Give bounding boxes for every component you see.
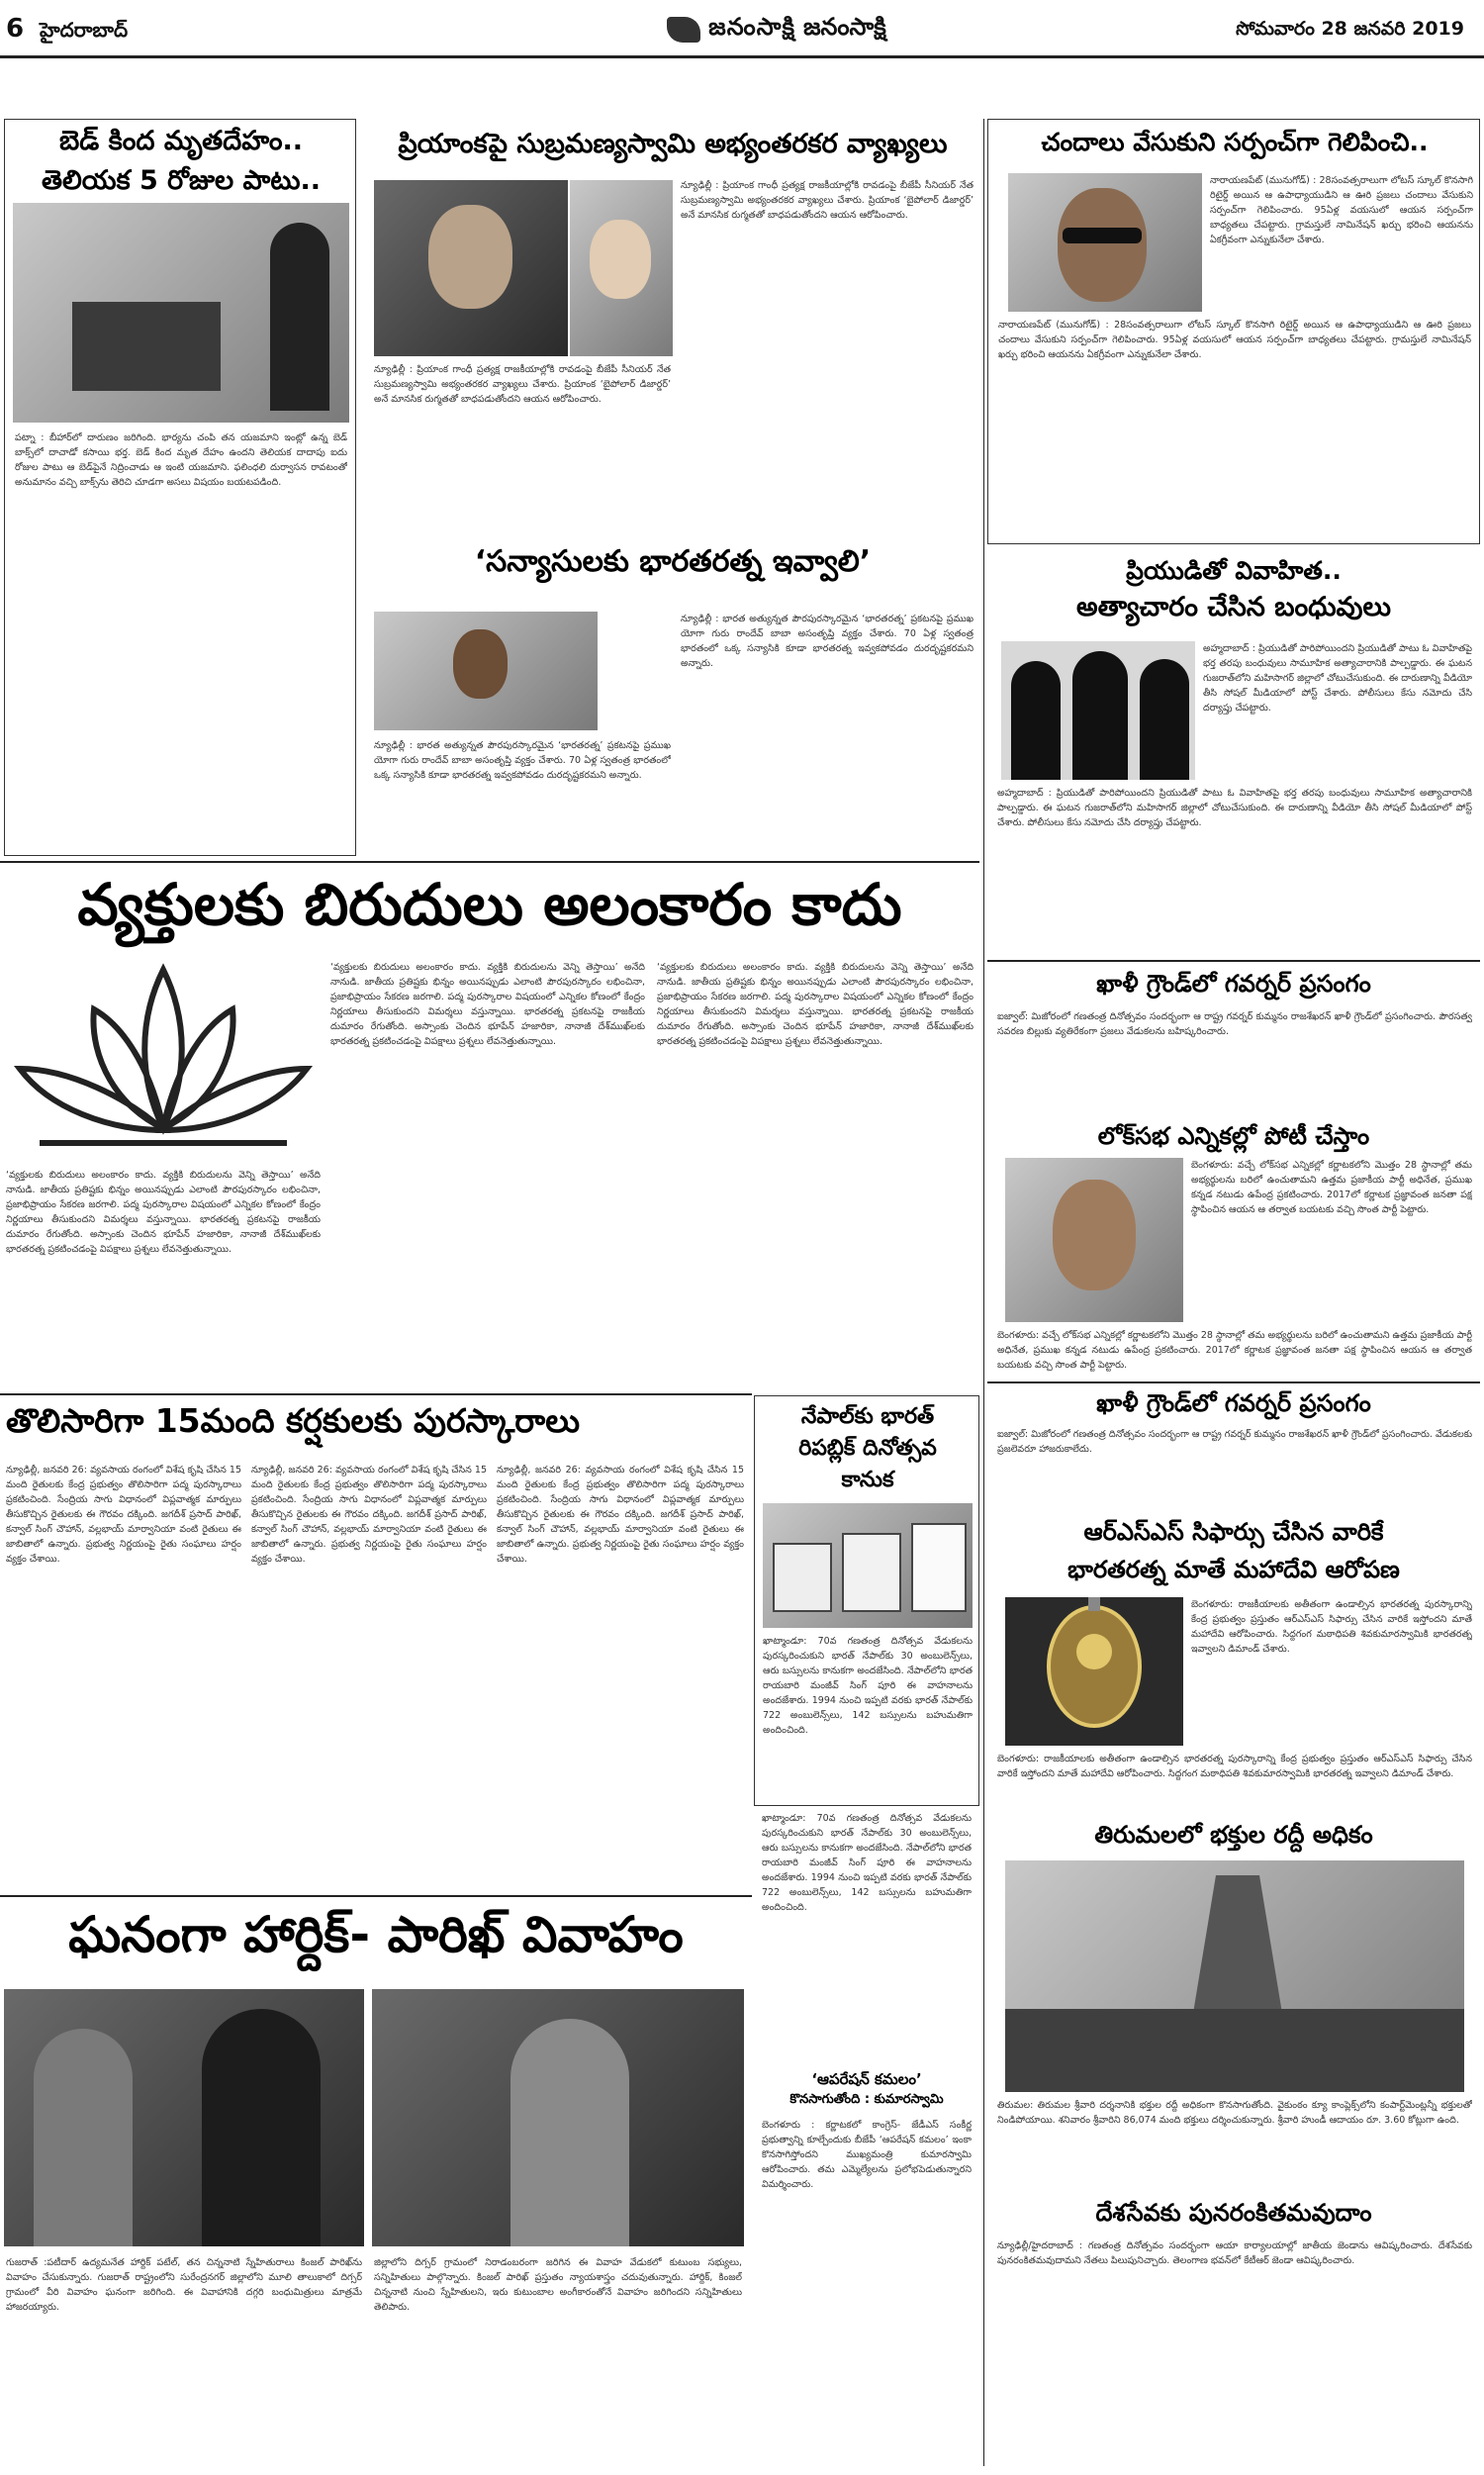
body-hardik-left: గుజరాత్ :పటీదార్ ఉద్యమనేత హార్దిక్ పటేల్, తన చిన్ననాటి స్నేహితురాలు కింజల్ పారిఖ్‌ను వివాహం చేసుకున్నారు. గుజరాత్ రాష్ట్రంలోని సురేంద్రనగర్ జిల్లాలోని మూలి తాలుకాలో దిగ్సర్ గ్రామంలో వీరి వివాహం ఘనంగా జరిగింది. ఈ వివాహానికి దగ్గరి బంధుమిత్రులు మాత్రమే హాజరయ్యారు. [6,2257,362,2313]
article-body-found [4,119,356,856]
hardik-rule [0,1895,752,1897]
article-premika [987,552,1480,953]
silhouette-3 [1140,659,1189,780]
ground-2-rule [987,1381,1480,1383]
bed-box-shape [72,302,221,391]
body-premika-top: అహ్మదాబాద్ : ప్రియుడితో పారిపోయిందని ప్రియుడితో పాటు ఓ వివాహితపై భర్త తరపు బంధువులు సామూహిక అత్యాచారానికి పాల్పడ్డారు. ఈ ఘటన గుజరాత్‌లోని మహిసాగర్ జిల్లాలో చోటుచేసుకుంది. ఈ దారుణాన్ని వీడియో తీసి సోషల్ మీడియాలో పోస్ట్ చేశారు. పోలీసులు కేసు నమోదు చేసి దర్యాప్తు చేపట్టారు. [1203,643,1472,714]
headline-body-found-2: తెలియక 5 రోజుల పాటు.. [41,165,322,196]
body-sarpanch-bottom: నారాయణపేట్ (మునుగోడ్) : 28సంవత్సరాలుగా లోటస్ స్కూల్ కొనసాగి రిటైర్డ్ అయిన ఆ ఉపాధ్యాయుడిని ఆ ఊరి ప్రజలు చందాలు వేసుకుని సర్పంచ్‌గా గెలిపించారు. 95ఏళ్ల వయసులో ఆయన సర్పంచ్‌గా బాధ్యతలు చేపట్టారు. గ్రామస్తులే నామినేషన్ ఖర్చు భరించి ఆయనను ఏకగ్రీవంగా ఎన్నుకునేలా చేశారు. [998,320,1471,360]
article-desaseva [987,2199,1480,2466]
body-operation: బెంగళూరు : కర్ణాటకలో కాంగ్రెస్- జేడీఎస్ సంకీర్ణ ప్రభుత్వాన్ని కూల్చేందుకు బీజేపీ ‘ఆపరేషన్ కమలం’ ఇంకా కొనసాగిస్తోందని ముఖ్యమంత్రి కుమారస్వామి ఆరోపించారు. తమ ఎమ్మెల్యేలను ప్రలోభపెడుతున్నారని విమర్శించారు. [762,2120,972,2190]
lotus-emblem-icon [0,960,326,1158]
masthead [0,0,1484,59]
body-farmers-col2: న్యూఢిల్లీ, జనవరి 26: వ్యవసాయ రంగంలో విశేష కృషి చేసిన 15 మంది రైతులకు కేంద్ర ప్రభుత్వం తొలిసారిగా పద్మ పురస్కారాలు ప్రకటించింది. సేంద్రియ సాగు విధానంలో విప్లవాత్మక మార్పులు తీసుకొచ్చిన రైతులకు ఈ గౌరవం దక్కింది. జగదీశ్ ప్రసాద్ పారిఖ్, కన్వాల్ సింగ్ చౌహాన్, వల్లభాయ్ మార్వానియా వంటి రైతులు ఈ జాబితాలో ఉన్నారు. ప్రభుత్వ నిర్ణయంపై రైతు సంఘాలు హర్షం వ్యక్తం చేశాయి. [251,1465,487,1565]
temple-wall [1005,2009,1464,2092]
bharat-ratna-medal-icon [1005,1597,1183,1746]
headline-rss-1: ఆర్‌ఎస్‌ఎస్ సిఫార్సు చేసిన వారికే [1083,1518,1384,1546]
body-nepal-cont: ఖాట్మాండూ: 70వ గణతంత్ర దినోత్సవ వేడుకలను పురస్కరించుకుని భారత్ నేపాల్‌కు 30 అంబులెన్స్‌లు, ఆరు బస్సులను కానుకగా అందజేసింది. నేపాల్‌లోని భారత రాయబారి మంజీవ్ సింగ్ పూరి ఈ వాహనాలను అందజేశారు. 1994 నుంచి ఇప్పటి వరకు భారత్ నేపాల్‌కు 722 అంబులెన్స్‌లు, 142 బస్సులను బహుమతిగా అందించింది. [762,1813,972,1913]
body-awards-col2: ‘వ్యక్తులకు బిరుదులు అలంకారం కాదు. వ్యక్తికి బిరుదులను వెన్ని తెస్తాయి’ అనేది నానుడి. జాతీయ ప్రతిష్టకు భిన్నం అయినప్పుడు ఎలాంటి పౌరపురస్కారం లభించినా, ప్రజాభిప్రాయం సేకరణ జరగాలి. పద్మ పురస్కారాల విషయంలో ఎన్నికల కోణంలో కేంద్రం నిర్ణయాలు తీసుకుందని విమర్శలు వస్తున్నాయి. భారతరత్న ప్రకటనపై రాజకీయ దుమారం రేగుతోంది. అస్సాంకు చెందిన భూపేన్ హజారికా, నానాజీ దేశ్‌ముఖ్‌లకు భారతరత్న ప్రకటించడంపై విపక్షాలు ప్రశ్నలు లేవనెత్తుతున్నాయి. [657,962,974,1047]
body-farmers-col3: న్యూఢిల్లీ, జనవరి 26: వ్యవసాయ రంగంలో విశేష కృషి చేసిన 15 మంది రైతులకు కేంద్ర ప్రభుత్వం తొలిసారిగా పద్మ పురస్కారాలు ప్రకటించింది. సేంద్రియ సాగు విధానంలో విప్లవాత్మక మార్పులు తీసుకొచ్చిన రైతులకు ఈ గౌరవం దక్కింది. జగదీశ్ ప్రసాద్ పారిఖ్, కన్వాల్ సింగ్ చౌహాన్, వల్లభాయ్ మార్వానియా వంటి రైతులు ఈ జాబితాలో ఉన్నారు. ప్రభుత్వ నిర్ణయంపై రైతు సంఘాలు హర్షం వ్యక్తం చేశాయి. [497,1465,744,1565]
headline-tirumala: తిరుమలలో భక్తుల రద్దీ అధికం [1094,1821,1373,1849]
issue-date: సోమవారం 28 జనవరి 2019 [1236,18,1464,40]
article-tirumala [987,1821,1480,2197]
body-rss-bottom: బెంగళూరు: రాజకీయాలకు అతీతంగా ఉండాల్సిన భారతరత్న పురస్కారాన్ని కేంద్ర ప్రభుత్వం ప్రస్తుతం ఆర్‌ఎస్‌ఎస్ సిఫార్సు చేసిన వారికే ఇస్తోందని మాతే మహాదేవి ఆరోపించారు. సిద్దగంగ మఠాధిపతి శివకుమారస్వామికి భారతరత్న ఇవ్వాలని డిమాండ్ చేశారు. [997,1754,1472,1779]
article-hardik [0,1895,752,2469]
masthead-logo [613,8,940,51]
body-loksabha-top: బెంగళూరు: వచ్చే లోక్‌సభ ఎన్నికల్లో కర్ణాటకలోని మొత్తం 28 స్థానాల్లో తమ అభ్యర్థులను బరిలో ఉంచుతామని ఉత్తమ ప్రజాకీయ పార్టీ అధినేత, ప్రముఖ కన్నడ నటుడు ఉపేంద్ర ప్రకటించారు. 2017లో కర్ణాటక ప్రజ్ఞావంత జనతా పక్ష స్థాపించిన ఆయన ఆ తర్వాత బయటకు వచ్చి సొంత పార్టీ పెట్టారు. [1191,1160,1472,1215]
body-nepal: ఖాట్మాండూ: 70వ గణతంత్ర దినోత్సవ వేడుకలను పురస్కరించుకుని భారత్ నేపాల్‌కు 30 అంబులెన్స్‌లు, ఆరు బస్సులను కానుకగా అందజేసింది. నేపాల్‌లోని భారత రాయబారి మంజీవ్ సింగ్ పూరి ఈ వాహనాలను అందజేశారు. 1994 నుంచి ఇప్పటి వరకు భారత్ నేపాల్‌కు 722 అంబులెన్స్‌లు, 142 బస్సులను బహుమతిగా అందించింది. [763,1636,973,1736]
headline-awards: వ్యక్తులకు బిరుదులు అలంకారం కాదు [77,871,902,938]
page-number: 6 [6,14,25,44]
body-ground-2: ఐజ్వాల్: మిజోరంలో గణతంత్ర దినోత్సవం సందర్భంగా ఆ రాష్ట్ర గవర్నర్ కుమ్మనం రాజశేఖరన్ ఖాళీ గ్రౌండ్‌లో ప్రసంగించారు. వేడుకలకు ప్రజలెవరూ హాజరుకాలేదు. [997,1429,1472,1455]
headline-body-found-1: బెడ్ కింద మృతదేహం.. [58,126,304,156]
groom-shape [202,2009,321,2246]
paper-name: జనంసాక్షి [708,13,795,41]
column-separator-1 [983,119,984,2466]
headline-nepal-1: నేపాల్‌కు భారత్ [800,1404,935,1429]
face-shape-3 [453,629,508,699]
article-loksabha [987,1118,1480,1376]
body-priyanka-col2: న్యూఢిల్లీ : ప్రియాంక గాంధీ ప్రత్యక్ష రాజకీయాల్లోకి రావడంపై బీజేపీ సీనియర్ నేత సుబ్రమణ్యస్వామి అభ్యంతరకర వ్యాఖ్యలు చేశారు. ప్రియాంక ‘బైపోలార్ డిజార్డర్’ అనే మానసిక రుగ్మతతో బాధపడుతోందని ఆయన ఆరోపించారు. [681,180,974,221]
headline-hardik: ఘనంగా హార్దిక్- పారిఖ్ వివాహం [68,1906,684,1963]
article-awards [0,861,979,1385]
headline-operation: ‘ఆపరేషన్ కమలం’ [811,2070,922,2088]
body-hardik-right: జిల్లాలోని దిగ్సర్ గ్రామంలో నిరాడంబరంగా జరిగిన ఈ వివాహ వేడుకలో కుటుంబ సభ్యులు, సన్నిహితులు పాల్గొన్నారు. కింజల్ పారిఖ్ ప్రస్తుతం న్యాయశాస్త్రం చదువుతున్నారు. హార్దిక్, కింజల్ చిన్ననాటి నుంచి స్నేహితులని, ఇరు కుటుంబాల అంగీకారంతోనే వివాహం జరిగిందని సన్నిహితులు తెలిపారు. [374,2257,742,2313]
photo-temple [1005,1860,1464,2092]
subhead-operation: కొనసాగుతోంది : కుమారస్వామి [789,2092,944,2107]
face-shape [428,205,512,309]
paper-name-repeat: జనంసాక్షి [803,13,886,41]
photo-sarpanch [1008,173,1202,312]
article-farmers [0,1393,752,1888]
headline-ground-1: ఖాళీ గ్రౌండ్‌లో గవర్నర్ ప్రసంగం [1096,970,1371,998]
silhouette-1 [1011,661,1061,780]
headline-nepal-2: రిపబ్లిక్ దినోత్సవ [798,1436,937,1461]
article-sarpanch [987,119,1480,544]
photo-silhouettes [1001,641,1195,780]
body-body-found: పట్నా : బీహార్‌లో దారుణం జరిగింది. భార్యను చంపి తన యజమాని ఇంట్లో ఉన్న బెడ్ బాక్స్‌లో దాచాడో కసాయి భర్త. బెడ్ కింద మృత దేహం ఉందని తెలియక దాదాపు ఐదు రోజుల పాటు ఆ బెడ్‌పైనే నిద్రించాడు ఆ ఇంటి యజమాని. ఫలింధలి దుర్వాసన రావటంతో అనుమానం వచ్చి బాక్స్‌ను తెరిచి చూడగా అసలు విషయం బయటపడింది. [15,432,347,488]
ambulance-shape-1 [773,1543,832,1612]
body-sarpanch-top: నారాయణపేట్ (మునుగోడ్) : 28సంవత్సరాలుగా లోటస్ స్కూల్ కొనసాగి రిటైర్డ్ అయిన ఆ ఉపాధ్యాయుడిని ఆ ఊరి ప్రజలు చందాలు వేసుకుని సర్పంచ్‌గా గెలిపించారు. 95ఏళ్ల వయసులో ఆయన సర్పంచ్‌గా బాధ్యతలు చేపట్టారు. గ్రామస్తులే నామినేషన్ ఖర్చు భరించి ఆయనను ఏకగ్రీవంగా ఎన్నుకునేలా చేశారు. [1210,175,1473,245]
lotus-svg [0,960,326,1158]
medal-svg [1005,1597,1183,1746]
body-premika-bottom: అహ్మదాబాద్ : ప్రియుడితో పారిపోయిందని ప్రియుడితో పాటు ఓ వివాహితపై భర్త తరపు బంధువులు సామూహిక అత్యాచారానికి పాల్పడ్డారు. ఈ ఘటన గుజరాత్‌లోని మహిసాగర్ జిల్లాలో చోటుచేసుకుంది. ఈ దారుణాన్ని వీడియో తీసి సోషల్ మీడియాలో పోస్ట్ చేశారు. పోలీసులు కేసు నమోదు చేసి దర్యాప్తు చేపట్టారు. [997,788,1472,828]
ambulance-shape-3 [911,1523,967,1612]
headline-sanyasi: ‘సన్యాసులకు భారతరత్న ఇవ్వాలి’ [474,544,872,579]
logo-mark-icon [667,17,700,43]
ground-1-rule [987,960,1480,962]
bride-shape [34,2029,133,2246]
sunglasses-shape [1063,228,1142,243]
article-sanyasi [366,534,979,856]
headline-premika-1: ప్రియుడితో వివాహిత.. [1126,556,1342,585]
awards-top-rule [0,861,979,863]
face-shape-5 [1053,1180,1136,1290]
body-tirumala: తిరుమల: తిరుమల శ్రీవారి దర్శనానికి భక్తుల రద్దీ అధికంగా కొనసాగుతోంది. వైకుంఠం క్యూ కాంప్లెక్స్‌లోని కంపార్ట్‌మెంట్లన్నీ భక్తులతో నిండిపోయాయి. శనివారం శ్రీవారిని 86,074 మంది భక్తులు దర్శించుకున్నారు. శ్రీవారి హుండీ ఆదాయం రూ. 3.60 కోట్లుగా ఉంది. [997,2100,1472,2126]
photo-wedding-2 [372,1989,744,2246]
headline-farmers: తొలిసారిగా 15మంది కర్షకులకు పురస్కారాలు [6,1401,581,1440]
ambulance-shape-2 [842,1533,901,1612]
headline-premika-2: అత్యాచారం చేసిన బంధువులు [1076,592,1391,622]
photo-wedding-1 [4,1989,364,2246]
headline-ground-2: ఖాళీ గ్రౌండ్‌లో గవర్నర్ ప్రసంగం [1096,1389,1371,1417]
silhouette-2 [1072,651,1128,780]
photo-swamy [374,180,568,356]
photo-ambulances [763,1503,973,1628]
body-loksabha-bottom: బెంగళూరు: వచ్చే లోక్‌సభ ఎన్నికల్లో కర్ణాటకలోని మొత్తం 28 స్థానాల్లో తమ అభ్యర్థులను బరిలో ఉంచుతామని ఉత్తమ ప్రజాకీయ పార్టీ అధినేత, ప్రముఖ కన్నడ నటుడు ఉపేంద్ర ప్రకటించారు. 2017లో కర్ణాటక ప్రజ్ఞావంత జనతా పక్ష స్థాపించిన ఆయన ఆ తర్వాత బయటకు వచ్చి సొంత పార్టీ పెట్టారు. [997,1330,1472,1371]
headline-sarpanch: చందాలు వేసుకుని సర్పంచ్‌గా గెలిపించి.. [1041,128,1429,156]
headline-priyanka: ప్రియాంకపై సుబ్రమణ్యస్వామి అభ్యంతరకర వ్యాఖ్యలు [398,129,948,159]
body-ground-1: ఐజ్వాల్: మిజోరంలో గణతంత్ర దినోత్సవం సందర్భంగా ఆ రాష్ట్ర గవర్నర్ కుమ్మనం రాజశేఖరన్ ఖాళీ గ్రౌండ్‌లో ప్రసంగించారు. పౌరసత్వ సవరణ బిల్లుకు వ్యతిరేకంగా ప్రజలు వేడుకలను బహిష్కరించారు. [997,1011,1472,1037]
body-rss-top: బెంగళూరు: రాజకీయాలకు అతీతంగా ఉండాల్సిన భారతరత్న పురస్కారాన్ని కేంద్ర ప్రభుత్వం ప్రస్తుతం ఆర్‌ఎస్‌ఎస్ సిఫార్సు చేసిన వారికే ఇస్తోందని మాతే మహాదేవి ఆరోపించారు. సిద్దగంగ మఠాధిపతి శివకుమారస్వామికి భారతరత్న ఇవ్వాలని డిమాండ్ చేశారు. [1191,1599,1472,1655]
face-shape-4 [1058,188,1147,302]
body-sanyasi-col1: న్యూఢిల్లీ : భారత అత్యున్నత పౌరపురస్కారమైన ‘భారతరత్న’ ప్రకటనపై ప్రముఖ యోగా గురు రాందేవ్ బాబా అసంతృప్తి వ్యక్తం చేశారు. 70 ఏళ్ల స్వతంత్ర భారతంలో ఒక్క సన్యాసికి కూడా భారతరత్న ఇవ్వకపోవడం దురదృష్టకరమని అన్నారు. [374,740,671,781]
headline-loksabha: లోక్‌సభ ఎన్నికల్లో పోటీ చేస్తాం [1097,1122,1370,1150]
farmers-rule [0,1393,752,1395]
article-nepal [754,1395,979,1806]
body-awards-col1: ‘వ్యక్తులకు బిరుదులు అలంకారం కాదు. వ్యక్తికి బిరుదులను వెన్ని తెస్తాయి’ అనేది నానుడి. జాతీయ ప్రతిష్టకు భిన్నం అయినప్పుడు ఎలాంటి పౌరపురస్కారం లభించినా, ప్రజాభిప్రాయం సేకరణ జరగాలి. పద్మ పురస్కారాల విషయంలో ఎన్నికల కోణంలో కేంద్రం నిర్ణయాలు తీసుకుందని విమర్శలు వస్తున్నాయి. భారతరత్న ప్రకటనపై రాజకీయ దుమారం రేగుతోంది. అస్సాంకు చెందిన భూపేన్ హజారికా, నానాజీ దేశ్‌ముఖ్‌లకు భారతరత్న ప్రకటించడంపై విపక్షాలు ప్రశ్నలు లేవనెత్తుతున్నాయి. [330,962,645,1047]
headline-rss-2: భారతరత్న మాతే మహాదేవి ఆరోపణ [1067,1556,1400,1583]
photo-ramdev [374,612,598,730]
headline-nepal-3: కానుక [841,1468,894,1492]
face-shape-2 [590,220,651,299]
photo-bed-room [13,203,349,423]
body-priyanka-col1: న్యూఢిల్లీ : ప్రియాంక గాంధీ ప్రత్యక్ష రాజకీయాల్లోకి రావడంపై బీజేపీ సీనియర్ నేత సుబ్రమణ్యస్వామి అభ్యంతరకర వ్యాఖ్యలు చేశారు. ప్రియాంక ‘బైపోలార్ డిజార్డర్’ అనే మానసిక రుగ్మతతో బాధపడుతోందని ఆయన ఆరోపించారు. [374,364,671,405]
article-rss [987,1514,1480,1821]
person-silhouette [270,223,329,411]
article-priyanka [366,119,979,524]
body-desaseva: న్యూఢిల్లీ/హైదరాబాద్ : గణతంత్ర దినోత్సవం సందర్భంగా ఆయా కార్యాలయాల్లో జాతీయ జెండాను ఆవిష్కరించారు. దేశసేవకు పునరంకితమవుదామని నేతలు పిలుపునిచ్చారు. తెలంగాణ భవన్‌లో కేటీఆర్ జెండా ఆవిష్కరించారు. [997,2240,1472,2266]
article-operation [754,1811,979,2469]
photo-priyanka [570,180,673,356]
photo-upendra [1005,1158,1183,1322]
city-name: హైదరాబాద్ [40,18,129,42]
body-sanyasi-col2: న్యూఢిల్లీ : భారత అత్యున్నత పౌరపురస్కారమైన ‘భారతరత్న’ ప్రకటనపై ప్రముఖ యోగా గురు రాందేవ్ బాబా అసంతృప్తి వ్యక్తం చేశారు. 70 ఏళ్ల స్వతంత్ర భారతంలో ఒక్క సన్యాసికి కూడా భారతరత్న ఇవ్వకపోవడం దురదృష్టకరమని అన్నారు. [681,614,974,669]
body-farmers-col1: న్యూఢిల్లీ, జనవరి 26: వ్యవసాయ రంగంలో విశేష కృషి చేసిన 15 మంది రైతులకు కేంద్ర ప్రభుత్వం తొలిసారిగా పద్మ పురస్కారాలు ప్రకటించింది. సేంద్రియ సాగు విధానంలో విప్లవాత్మక మార్పులు తీసుకొచ్చిన రైతులకు ఈ గౌరవం దక్కింది. జగదీశ్ ప్రసాద్ పారిఖ్, కన్వాల్ సింగ్ చౌహాన్, వల్లభాయ్ మార్వానియా వంటి రైతులు ఈ జాబితాలో ఉన్నారు. ప్రభుత్వ నిర్ణయంపై రైతు సంఘాలు హర్షం వ్యక్తం చేశాయి. [6,1465,241,1565]
body-awards-col0: ‘వ్యక్తులకు బిరుదులు అలంకారం కాదు. వ్యక్తికి బిరుదులను వెన్ని తెస్తాయి’ అనేది నానుడి. జాతీయ ప్రతిష్టకు భిన్నం అయినప్పుడు ఎలాంటి పౌరపురస్కారం లభించినా, ప్రజాభిప్రాయం సేకరణ జరగాలి. పద్మ పురస్కారాల విషయంలో ఎన్నికల కోణంలో కేంద్రం నిర్ణయాలు తీసుకుందని విమర్శలు వస్తున్నాయి. భారతరత్న ప్రకటనపై రాజకీయ దుమారం రేగుతోంది. అస్సాంకు చెందిన భూపేన్ హజారికా, నానాజీ దేశ్‌ముఖ్‌లకు భారతరత్న ప్రకటించడంపై విపక్షాలు ప్రశ్నలు లేవనెత్తుతున్నాయి. [6,1170,321,1255]
headline-desaseva: దేశసేవకు పునరంకితమవుదాం [1095,2199,1372,2227]
masthead-rule [0,55,1484,58]
couple-shape [510,2019,629,2246]
